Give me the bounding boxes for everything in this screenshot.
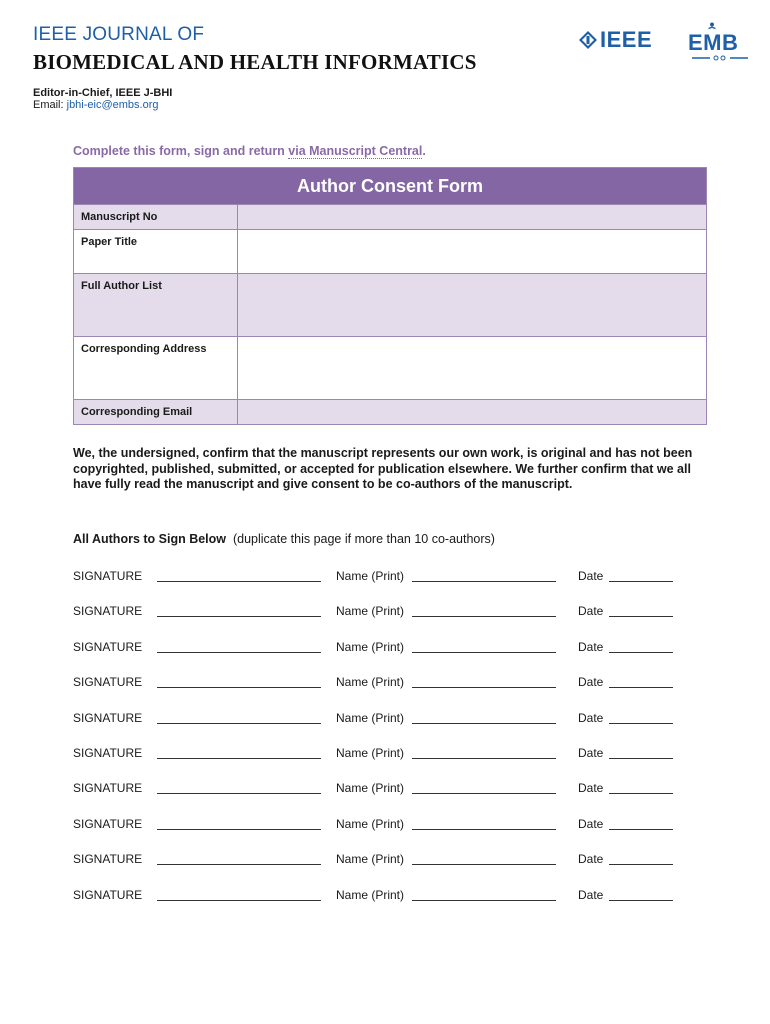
signature-label: SIGNATURE [73,781,143,796]
form-row-paper-title [74,229,706,273]
corresponding-email-field[interactable] [238,400,706,424]
signature-label: SIGNATURE [73,887,143,902]
form-label: Manuscript No [74,205,238,229]
date-line[interactable] [609,864,673,865]
author-consent-form-table [73,167,707,425]
date-label: Date [578,639,604,654]
corresponding-address-field[interactable] [238,337,706,399]
signature-line[interactable] [157,616,321,617]
name-print-label: Name (Print) [336,604,405,619]
signature-line[interactable] [157,723,321,724]
manuscript-central-link[interactable]: via Manuscript Central [288,144,423,158]
date-label: Date [578,816,604,831]
name-print-line[interactable] [412,616,556,617]
name-print-label: Name (Print) [336,569,405,583]
name-print-label: Name (Print) [336,781,405,796]
date-label: Date [578,852,604,867]
emb-logo [688,22,748,62]
name-print-label: Name (Print) [336,710,405,725]
name-print-line[interactable] [412,793,556,794]
name-print-label: Name (Print) [336,816,405,831]
signature-line[interactable] [157,864,321,865]
name-print-line[interactable] [412,581,556,582]
signatures-heading-bold: All Authors to Sign Below [73,532,227,546]
signature-row [73,711,693,727]
date-label: Date [578,781,604,796]
instruction-suffix: . [422,144,426,158]
date-line[interactable] [609,793,673,794]
name-print-line[interactable] [412,687,556,688]
date-line[interactable] [609,652,673,653]
form-label: Paper Title [74,230,238,273]
form-row-corresponding-email [74,399,706,424]
date-label: Date [578,569,604,583]
date-label: Date [578,604,604,619]
form-label: Corresponding Address [74,337,238,399]
signature-row [73,675,693,691]
date-label: Date [578,887,604,902]
name-print-line[interactable] [412,864,556,865]
consent-statement: We, the undersigned, confirm that the manuscript represents our own work, is original and has not been copyrighted, published, submitted, or accepted for publication elsewhere. We further confirm that we all have fully read the manuscript and give consent to be co-authors of the manuscript. [73,446,693,491]
instruction-text [73,144,426,158]
email-label: Email: [33,99,67,111]
emb-logo-text: EMB [688,30,739,55]
date-line[interactable] [609,900,673,901]
paper-title-field[interactable] [238,230,706,273]
journal-title-line2: BIOMEDICAL AND HEALTH INFORMATICS [33,50,477,74]
signature-label: SIGNATURE [73,604,143,619]
name-print-line[interactable] [412,758,556,759]
ieee-logo [578,27,652,53]
instruction-prefix: Complete this form, sign and return [73,144,289,158]
date-label: Date [578,746,604,760]
name-print-line[interactable] [412,723,556,724]
name-print-line[interactable] [412,652,556,653]
signature-row [73,817,693,833]
signature-row [73,852,693,868]
name-print-label: Name (Print) [336,746,405,760]
signature-line[interactable] [157,829,321,830]
manuscript-no-field[interactable] [238,205,706,229]
signatures-heading [73,532,495,546]
name-print-label: Name (Print) [336,887,405,902]
full-author-list-field[interactable] [238,274,706,336]
form-title: Author Consent Form [74,168,706,205]
ieee-diamond-icon [578,30,598,50]
name-print-label: Name (Print) [336,639,405,654]
form-row-manuscript-no [74,205,706,229]
signature-row [73,746,693,762]
ieee-logo-text: IEEE [600,27,653,52]
date-line[interactable] [609,616,673,617]
signature-line[interactable] [157,581,321,582]
signature-line[interactable] [157,652,321,653]
form-label: Corresponding Email [74,400,238,424]
name-print-line[interactable] [412,829,556,830]
name-print-line[interactable] [412,900,556,901]
name-print-label: Name (Print) [336,675,405,690]
signatures-heading-note: (duplicate this page if more than 10 co-authors) [232,532,495,546]
emb-swoosh-icon [692,55,748,61]
form-label: Full Author List [74,274,238,336]
form-row-corresponding-address [74,336,706,399]
signature-label: SIGNATURE [73,675,143,690]
date-line[interactable] [609,829,673,830]
date-label: Date [578,675,604,690]
date-label: Date [578,710,604,725]
signature-line[interactable] [157,793,321,794]
contact-email [33,99,159,111]
email-link[interactable]: jbhi-eic@embs.org [66,99,159,111]
signature-label: SIGNATURE [73,639,143,654]
signature-label: SIGNATURE [73,816,143,831]
signature-line[interactable] [157,758,321,759]
signature-row [73,888,693,904]
journal-title-line1: IEEE JOURNAL OF [33,24,205,45]
signature-line[interactable] [157,900,321,901]
signature-label: SIGNATURE [73,746,143,760]
signature-label: SIGNATURE [73,852,143,867]
signature-row [73,640,693,656]
date-line[interactable] [609,723,673,724]
date-line[interactable] [609,687,673,688]
editor-in-chief: Editor-in-Chief, IEEE J-BHI [33,87,173,99]
form-row-full-author-list [74,273,706,336]
date-line[interactable] [609,581,673,582]
date-line[interactable] [609,758,673,759]
signature-label: SIGNATURE [73,569,143,583]
signature-line[interactable] [157,687,321,688]
name-print-label: Name (Print) [336,852,405,867]
signature-row [73,569,693,585]
signature-row [73,604,693,620]
signature-row [73,781,693,797]
signature-label: SIGNATURE [73,710,143,725]
